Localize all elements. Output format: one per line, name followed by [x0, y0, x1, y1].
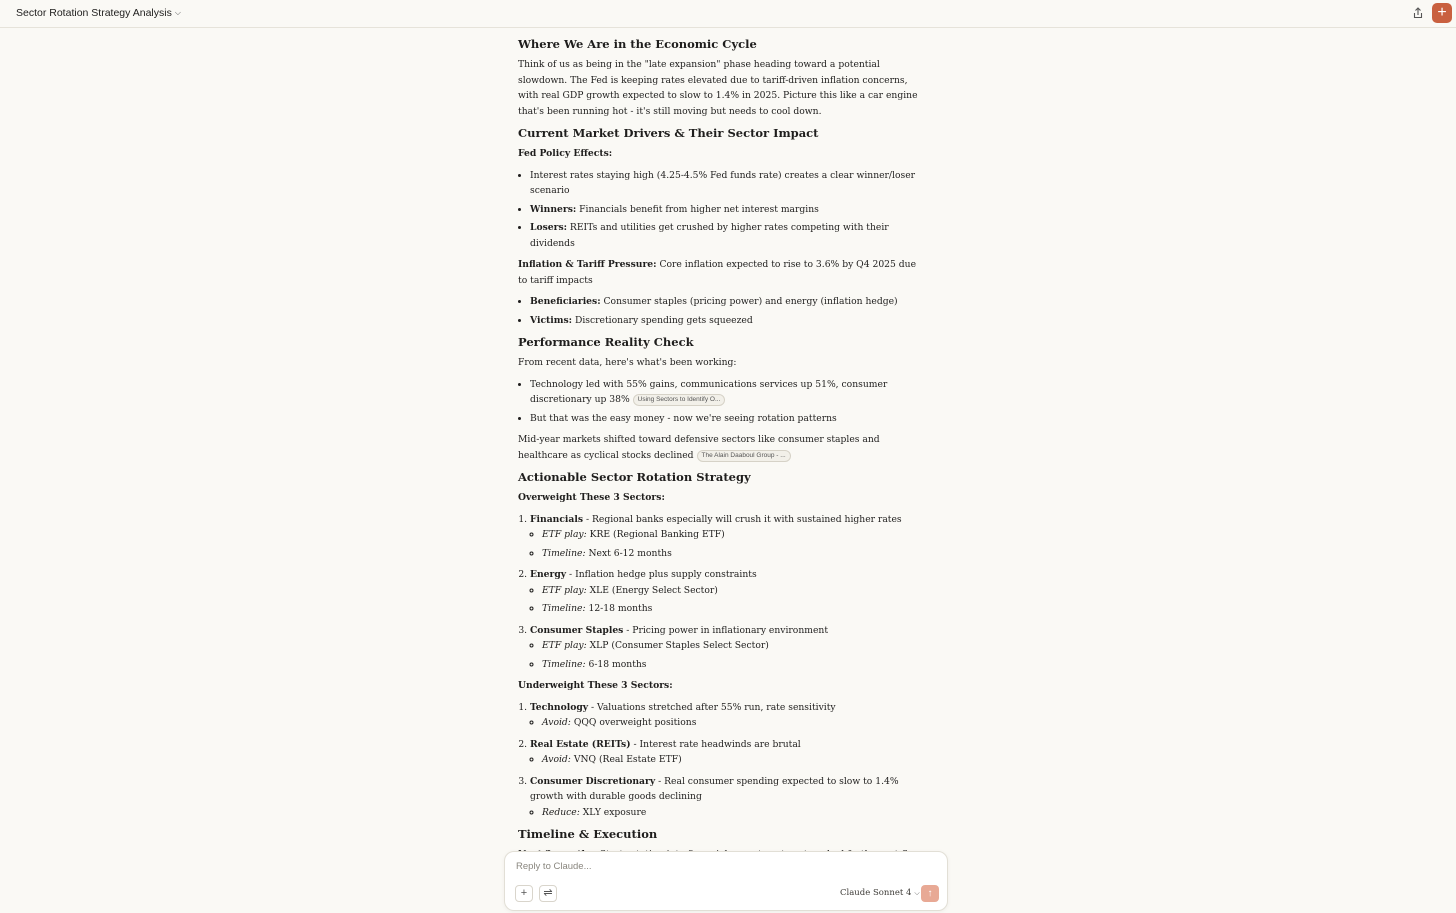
section-heading: Performance Reality Check	[518, 335, 694, 349]
underweight-list	[518, 700, 922, 821]
tools-button[interactable]	[539, 885, 557, 902]
sub-list	[530, 583, 922, 617]
share-icon	[1410, 5, 1426, 21]
bullet-list	[518, 377, 922, 427]
message-content	[518, 36, 922, 884]
conversation-title: Sector Rotation Strategy Analysis	[16, 7, 172, 19]
top-bar	[0, 0, 1456, 28]
sub-list	[530, 752, 922, 768]
paragraph: Underweight These 3 Sectors:	[518, 680, 673, 691]
paragraph: Overweight These 3 Sectors:	[518, 492, 665, 503]
reply-input[interactable]	[514, 860, 818, 873]
citation-chip[interactable]: The Alain Daaboul Group - ...	[697, 450, 791, 462]
list-item: • Beneficiaries: Consumer staples (pricing power) and energy (inflation hedge)	[530, 294, 922, 310]
model-label: Claude Sonnet 4	[840, 888, 912, 898]
list-item: • Technology led with 55% gains, communications services up 51%, consumer discretionary up 38% Using Sectors to Identify O...	[530, 377, 922, 408]
bold-label: Fed Policy Effects:	[518, 148, 613, 159]
model-selector[interactable]	[840, 888, 920, 898]
overweight-list	[518, 512, 922, 673]
list-item: 2. Energy - Inflation hedge plus supply constraints ◦ ETF play: XLE (Energy Select Sector) ◦ Timeline: 12-18 months	[530, 567, 922, 617]
list-item: 2. Real Estate (REITs) - Interest rate headwinds are brutal ◦ Avoid: VNQ (Real Estate ETF)	[530, 737, 922, 768]
list-item: • Victims: Discretionary spending gets squeezed	[530, 313, 922, 329]
paragraph: Mid-year markets shifted toward defensive sectors like consumer staples and healthcare as cyclical stocks declined The Alain Daaboul Group - ...	[518, 434, 880, 461]
list-item: ◦ ETF play: XLE (Energy Select Sector)	[542, 583, 922, 599]
section-heading: Where We Are in the Economic Cycle	[518, 37, 757, 51]
list-item: ◦ Timeline: 12-18 months	[542, 601, 922, 617]
sub-list	[530, 715, 922, 731]
sub-list	[530, 638, 922, 672]
add-attachment-button[interactable]	[515, 885, 533, 902]
section-heading: Current Market Drivers & Their Sector Impact	[518, 126, 819, 140]
sub-list	[530, 527, 922, 561]
list-item: ◦ Avoid: VNQ (Real Estate ETF)	[542, 752, 922, 768]
list-item: ◦ Timeline: 6-18 months	[542, 657, 922, 673]
list-item: 1. Technology - Valuations stretched after 55% run, rate sensitivity ◦ Avoid: QQQ overweight positions	[530, 700, 922, 731]
paragraph: Inflation & Tariff Pressure: Core inflation expected to rise to 3.6% by Q4 2025 due to tariff impacts	[518, 259, 917, 286]
list-item: ◦ ETF play: KRE (Regional Banking ETF)	[542, 527, 922, 543]
plus-icon: +	[520, 887, 528, 899]
paragraph: From recent data, here's what's been working:	[518, 357, 737, 368]
list-item: 3. Consumer Staples - Pricing power in inflationary environment ◦ ETF play: XLP (Consumer Staples Select Sector) ◦ Timeline: 6-18 months	[530, 623, 922, 673]
arrow-up-icon: ↑	[927, 888, 933, 899]
new-chat-button[interactable]: +	[1432, 3, 1452, 23]
list-item: ◦ Avoid: QQQ overweight positions	[542, 715, 922, 731]
list-item: • But that was the easy money - now we're seeing rotation patterns	[530, 411, 922, 427]
share-button[interactable]	[1410, 5, 1426, 21]
conversation-title-dropdown[interactable]	[16, 7, 181, 19]
list-item: • Winners: Financials benefit from higher net interest margins	[530, 202, 922, 218]
list-item: • Interest rates staying high (4.25-4.5% Fed funds rate) creates a clear winner/loser scenario	[530, 168, 922, 199]
send-button[interactable]	[921, 885, 939, 902]
bullet-list	[518, 294, 922, 328]
list-item: ◦ Timeline: Next 6-12 months	[542, 546, 922, 562]
chevron-down-icon: ⌵	[174, 8, 181, 17]
reply-composer	[504, 851, 948, 911]
list-item: ◦ ETF play: XLP (Consumer Staples Select Sector)	[542, 638, 922, 654]
sub-list	[530, 805, 922, 821]
citation-chip[interactable]: Using Sectors to Identify O...	[633, 394, 726, 406]
sliders-icon: ⇌	[543, 887, 553, 899]
chevron-down-icon: ⌵	[914, 888, 920, 897]
paragraph: Think of us as being in the "late expansion" phase heading toward a potential slowdown. The Fed is keeping rates elevated due to tariff-driven inflation concerns, with real GDP growth expected to slow to 1.4% in 2025. Picture this like a car engine that's been running hot - it's still moving but needs to cool down.	[518, 59, 918, 117]
paragraph	[518, 146, 922, 162]
list-item: • Losers: REITs and utilities get crushed by higher rates competing with their dividends	[530, 220, 922, 251]
bullet-list	[518, 168, 922, 252]
section-heading: Actionable Sector Rotation Strategy	[518, 470, 751, 484]
section-heading: Timeline & Execution	[518, 827, 658, 841]
list-item: 3. Consumer Discretionary - Real consumer spending expected to slow to 1.4% growth with durable goods declining ◦ Reduce: XLY exposure	[530, 774, 922, 821]
list-item: ◦ Reduce: XLY exposure	[542, 805, 922, 821]
list-item: 1. Financials - Regional banks especially will crush it with sustained higher rates ◦ ETF play: KRE (Regional Banking ETF) ◦ Timeline: Next 6-12 months	[530, 512, 922, 562]
